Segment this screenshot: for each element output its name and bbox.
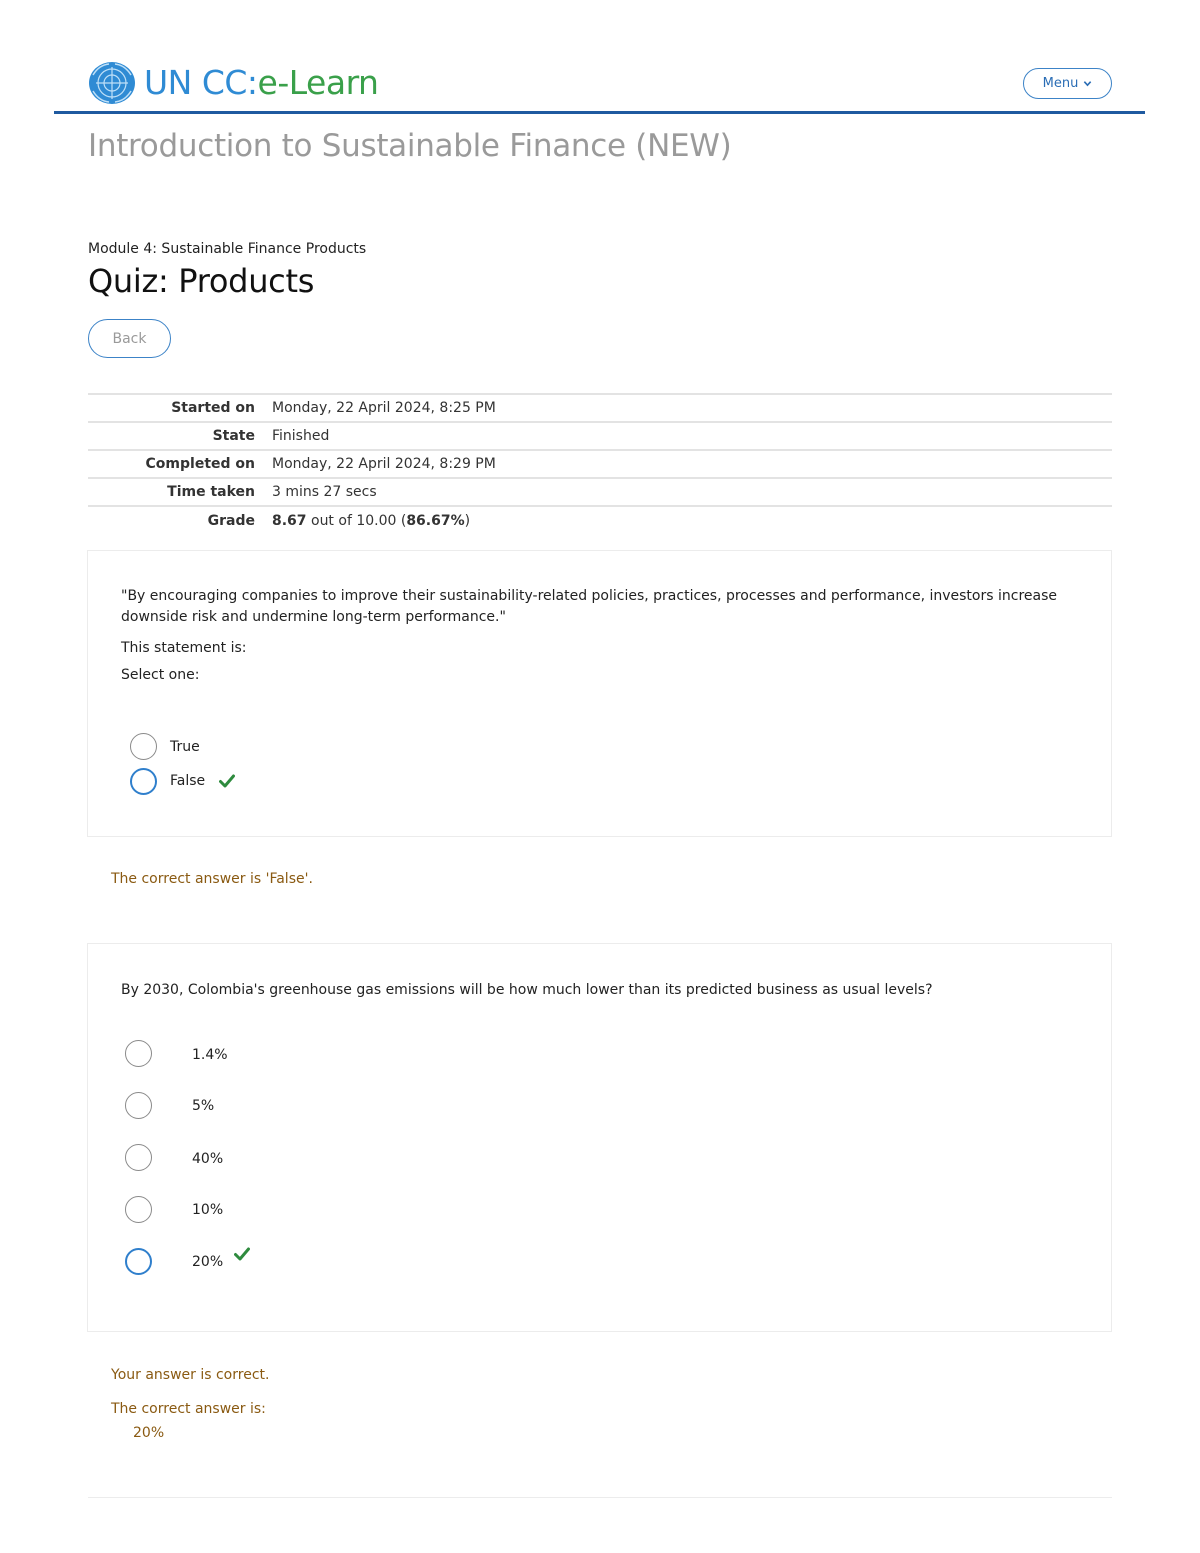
question-text: "By encouraging companies to improve their sustainability-related policies, practices, processes and performance, investors increase downside risk and undermine long-term performance." (121, 588, 1057, 625)
summary-row-completed (88, 451, 1112, 479)
quiz-title: Quiz: Products (88, 262, 315, 300)
option-label-5[interactable]: 5% (192, 1098, 215, 1114)
question-card-2 (87, 943, 1112, 1332)
radio-option-20[interactable] (125, 1248, 152, 1275)
site-logo[interactable] (87, 61, 378, 105)
option-label-10[interactable]: 10% (192, 1202, 224, 1218)
question-text: By 2030, Colombia's greenhouse gas emissions will be how much lower than its predicted business as usual levels? (121, 982, 933, 998)
option-label-20[interactable]: 20% (192, 1254, 224, 1270)
question-card-1 (87, 550, 1112, 837)
course-title: Introduction to Sustainable Finance (NEW) (88, 128, 732, 164)
summary-row-state (88, 423, 1112, 451)
menu-button-label: Menu (1042, 76, 1079, 91)
radio-option-false[interactable] (130, 768, 157, 795)
attempt-summary-table (88, 393, 1112, 535)
logo-un-text: UN CC: (144, 63, 258, 102)
option-label-1-4[interactable]: 1.4% (192, 1047, 228, 1063)
summary-label: Grade (207, 513, 255, 529)
feedback-correct-answer-label: The correct answer is: (111, 1401, 266, 1417)
radio-option-1-4[interactable] (125, 1040, 152, 1067)
grade-percent: 86.67% (406, 513, 465, 529)
summary-row-grade (88, 507, 1112, 535)
summary-value: Finished (272, 428, 330, 444)
module-label[interactable]: Module 4: Sustainable Finance Products (88, 241, 367, 257)
check-icon (234, 1247, 250, 1261)
grade-end: ) (464, 513, 471, 529)
option-label-false[interactable]: False (170, 773, 206, 789)
option-label-40[interactable]: 40% (192, 1151, 224, 1167)
summary-value: 3 mins 27 secs (272, 484, 377, 500)
radio-option-10[interactable] (125, 1196, 152, 1223)
question-statement: This statement is: (121, 640, 247, 656)
site-header (54, 56, 1145, 114)
grade-score: 8.67 (272, 513, 307, 529)
un-emblem-icon (87, 61, 137, 105)
radio-option-5[interactable] (125, 1092, 152, 1119)
summary-row-time-taken (88, 479, 1112, 507)
radio-option-40[interactable] (125, 1144, 152, 1171)
select-one-prompt: Select one: (121, 667, 200, 683)
summary-label: Time taken (167, 484, 255, 500)
back-button[interactable]: Back (88, 319, 171, 358)
summary-label: Completed on (145, 456, 255, 472)
check-icon (219, 774, 235, 788)
site-logo-text (144, 63, 378, 103)
grade-mid: out of 10.00 ( (306, 513, 407, 529)
summary-label: State (212, 428, 255, 444)
summary-label: Started on (171, 400, 255, 416)
feedback-correct-answer-value: 20% (133, 1425, 165, 1441)
grade-value (272, 513, 470, 529)
feedback-correct-answer-1: The correct answer is 'False'. (111, 871, 313, 887)
option-label-true[interactable]: True (170, 739, 200, 755)
menu-button[interactable] (1023, 68, 1112, 99)
page-divider (88, 1497, 1112, 1498)
chevron-down-icon (1083, 79, 1092, 88)
radio-option-true[interactable] (130, 733, 157, 760)
feedback-your-answer: Your answer is correct. (111, 1367, 270, 1383)
summary-value: Monday, 22 April 2024, 8:25 PM (272, 400, 496, 416)
summary-row-started (88, 395, 1112, 423)
logo-elearn-text: e-Learn (257, 63, 379, 102)
summary-value: Monday, 22 April 2024, 8:29 PM (272, 456, 496, 472)
